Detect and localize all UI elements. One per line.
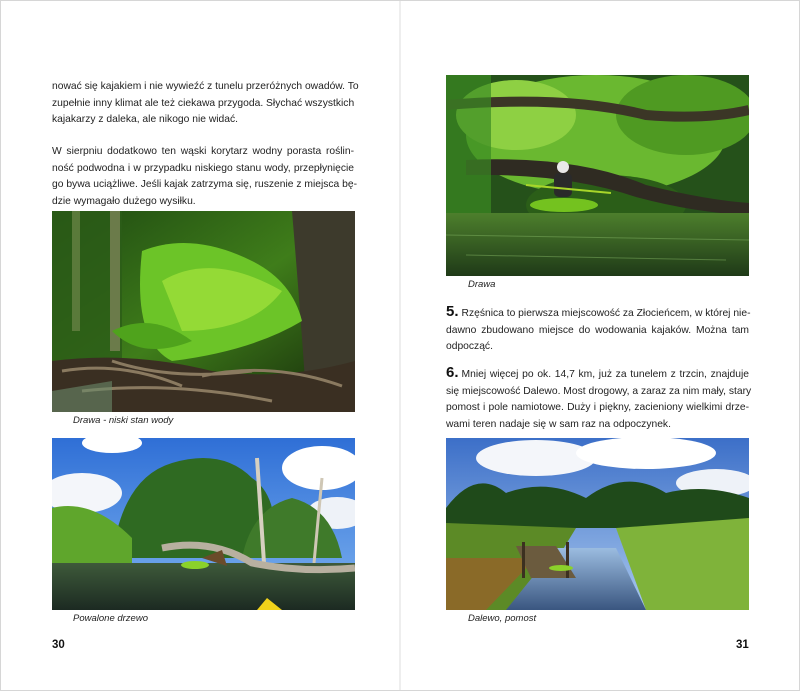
- photo-dalewo-pier: [446, 438, 749, 610]
- text-line: pomost i pole namiotowe. Duży i piękny, zacieniony wielkimi drze-: [446, 402, 749, 414]
- photo-caption: Drawa: [468, 279, 496, 290]
- left-page: [1, 1, 400, 690]
- photo-drawa-kayaker: [446, 75, 749, 276]
- photo-drawa-low-water: [52, 211, 355, 412]
- text-line: się miejscowość Dalewo. Most drogowy, a zaraz za nim mały, stary: [446, 385, 752, 397]
- text-line: zupełnie inny klimat ale też ciekawa przygoda. Słychać wszystkich: [52, 97, 355, 109]
- page-number: 30: [52, 639, 65, 651]
- item-5-paragraph: [446, 304, 749, 356]
- text-line: odpocząć.: [446, 341, 493, 353]
- photo-fallen-tree: [52, 438, 355, 610]
- item-number: 6.: [446, 364, 459, 381]
- page-number: 31: [736, 639, 749, 651]
- text-line: go bywa uciążliwe. Jeśli kajak zatrzyma się, ruszenie z miejsca bę-: [52, 179, 358, 191]
- photo-caption: Powalone drzewo: [73, 613, 148, 624]
- photo-caption: Dalewo, pomost: [468, 613, 537, 624]
- text-line: dawno zbudowano miejsce do wodowania kajaków. Można tam: [446, 324, 749, 336]
- left-paragraph-1: [52, 79, 359, 129]
- text-line: 5. Rzęśnica to pierwsza miejscowość za Złocieńcem, w której nie-: [446, 303, 751, 320]
- left-paragraph-2: [52, 144, 358, 210]
- text-line: dzie wymagało dużego wysiłku.: [52, 195, 196, 207]
- text-line: W sierpniu dodatkowo ten wąski korytarz wodny porasta roślin-: [52, 146, 354, 157]
- text-line: 6. Mniej więcej po ok. 14,7 km, już za tunelem z trzcin, znajduje: [446, 364, 749, 381]
- photo-caption: Drawa - niski stan wody: [73, 415, 174, 426]
- item-number: 5.: [446, 303, 459, 320]
- text-line: ność podwodna i w przypadku niskiego stanu wody, przepłynięcie: [52, 162, 354, 174]
- right-page: [400, 1, 799, 690]
- text-line: nować się kajakiem i nie wywieźć z tunelu przeróżnych owadów. To: [52, 81, 359, 92]
- item-6-paragraph: [446, 364, 752, 433]
- text-line: wami teren nadaje się w sam raz na odpoczynek.: [446, 418, 671, 430]
- text-line: kajakarzy z daleka, ale nikogo nie widać.: [52, 114, 239, 126]
